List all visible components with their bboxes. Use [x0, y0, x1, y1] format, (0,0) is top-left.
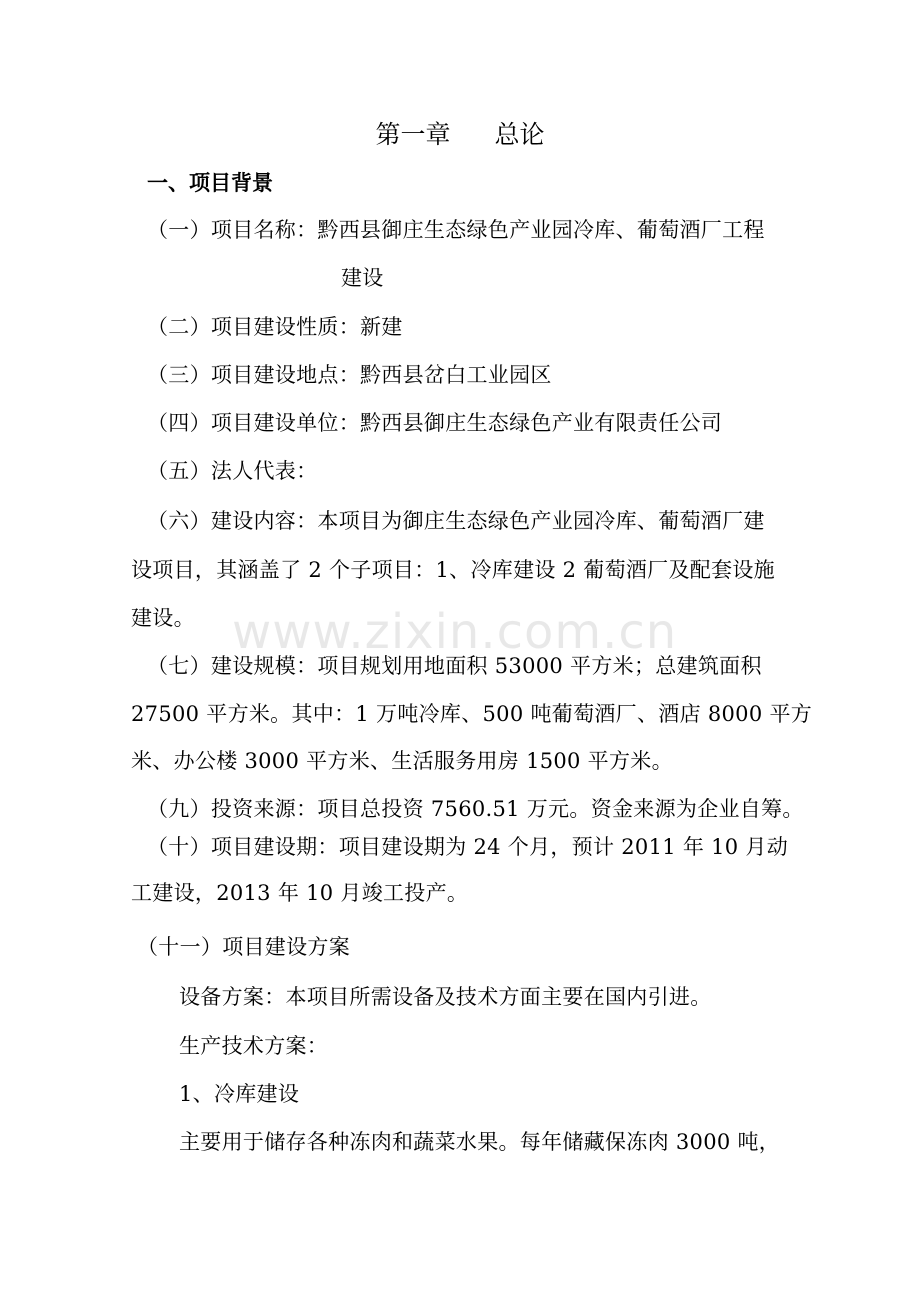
item-construction-scale-cont: 27500 平方米。其中：1 万吨冷库、500 吨葡萄酒厂、酒店 8000 平方 — [131, 702, 813, 726]
item-legal-representative: （五）法人代表： — [147, 459, 318, 483]
item-construction-content-end: 建设。 — [131, 606, 195, 630]
watermark: www.zixin.com.cn — [232, 604, 678, 660]
item-project-name: （一）项目名称：黔西县御庄生态绿色产业园冷库、葡萄酒厂工程 — [147, 218, 765, 242]
item-construction-content-cont: 设项目，其涵盖了 2 个子项目：1、冷库建设 2 葡萄酒厂及配套设施 — [131, 558, 775, 582]
chapter-number: 第一章 — [375, 120, 451, 149]
item-project-location: （三）项目建设地点：黔西县岔白工业园区 — [147, 363, 552, 387]
production-plan-label: 生产技术方案： — [179, 1034, 329, 1058]
chapter-title — [0, 118, 920, 152]
item-project-name-cont: 建设 — [341, 266, 384, 290]
item-investment-source: （九）投资来源：项目总投资 7560.51 万元。资金来源为企业自筹。 — [147, 797, 804, 821]
cold-storage-heading: 1、冷库建设 — [179, 1082, 300, 1106]
equipment-plan: 设备方案：本项目所需设备及技术方面主要在国内引进。 — [179, 985, 712, 1009]
item-construction-plan: （十一）项目建设方案 — [137, 935, 350, 959]
section-heading: 一、项目背景 — [147, 171, 273, 195]
item-construction-scale-end: 米、办公楼 3000 平方米、生活服务用房 1500 平方米。 — [131, 749, 673, 773]
item-project-nature: （二）项目建设性质：新建 — [147, 315, 403, 339]
chapter-name: 总论 — [494, 120, 545, 149]
item-construction-content: （六）建设内容：本项目为御庄生态绿色产业园冷库、葡萄酒厂建 — [147, 509, 765, 533]
cold-storage-description: 主要用于储存各种冻肉和蔬菜水果。每年储藏保冻肉 3000 吨， — [179, 1130, 781, 1154]
item-project-unit: （四）项目建设单位：黔西县御庄生态绿色产业有限责任公司 — [147, 411, 723, 435]
item-construction-scale: （七）建设规模：项目规划用地面积 53000 平方米；总建筑面积 — [147, 654, 762, 678]
item-construction-period: （十）项目建设期：项目建设期为 24 个月，预计 2011 年 10 月动 — [147, 835, 789, 859]
item-construction-period-cont: 工建设，2013 年 10 月竣工投产。 — [131, 881, 469, 905]
